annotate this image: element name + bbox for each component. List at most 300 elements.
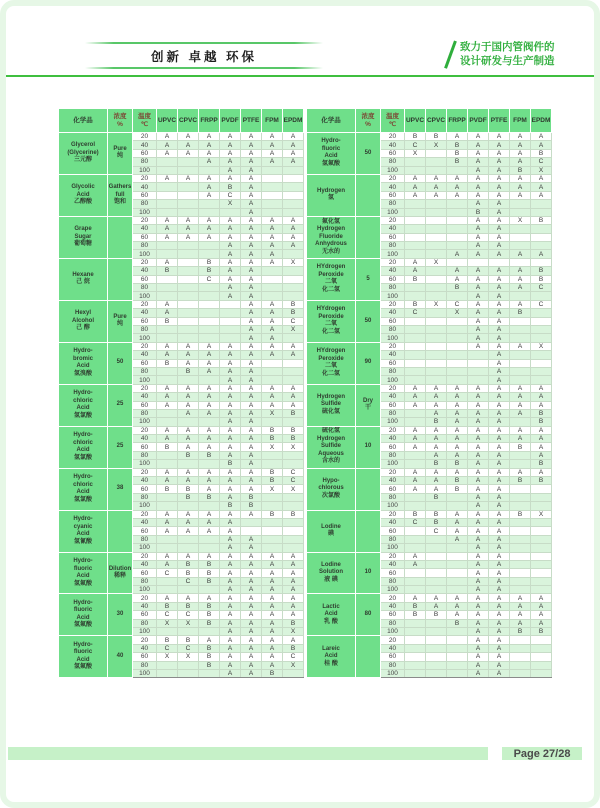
rating-cell: A bbox=[283, 216, 304, 224]
temperature-cell: 40 bbox=[133, 267, 157, 275]
temperature-cell: 80 bbox=[381, 200, 405, 208]
rating-cell bbox=[447, 569, 468, 577]
rating-cell: A bbox=[489, 518, 510, 526]
rating-cell: A bbox=[447, 535, 468, 543]
rating-cell: A bbox=[447, 443, 468, 451]
rating-cell: A bbox=[220, 367, 241, 375]
rating-cell: A bbox=[489, 309, 510, 317]
rating-cell: A bbox=[199, 351, 220, 359]
column-header: 化学品 bbox=[307, 109, 356, 133]
rating-cell: A bbox=[489, 141, 510, 149]
rating-cell: B bbox=[283, 300, 304, 308]
rating-cell: B bbox=[178, 485, 199, 493]
rating-cell: A bbox=[178, 133, 199, 141]
chemical-name-cell: 硫化氢 Hydrogen Sulfide Aqueous 含水的 bbox=[307, 426, 356, 468]
rating-cell bbox=[283, 451, 304, 459]
rating-cell: A bbox=[220, 158, 241, 166]
temperature-cell: 100 bbox=[133, 418, 157, 426]
rating-cell: A bbox=[468, 309, 489, 317]
rating-cell bbox=[426, 544, 447, 552]
rating-cell bbox=[220, 309, 241, 317]
rating-cell: A bbox=[157, 510, 178, 518]
rating-cell: A bbox=[468, 636, 489, 644]
temperature-cell: 80 bbox=[133, 577, 157, 585]
rating-cell bbox=[447, 317, 468, 325]
rating-cell: A bbox=[405, 258, 426, 266]
rating-cell: A bbox=[241, 367, 262, 375]
rating-cell bbox=[178, 258, 199, 266]
rating-cell: A bbox=[199, 552, 220, 560]
temperature-cell: 40 bbox=[133, 351, 157, 359]
rating-cell: A bbox=[283, 594, 304, 602]
rating-cell: A bbox=[468, 611, 489, 619]
rating-cell: A bbox=[157, 351, 178, 359]
rating-cell: A bbox=[220, 133, 241, 141]
rating-cell: A bbox=[468, 602, 489, 610]
rating-cell: A bbox=[447, 418, 468, 426]
rating-cell: B bbox=[220, 460, 241, 468]
rating-cell bbox=[447, 258, 468, 266]
rating-cell: A bbox=[426, 409, 447, 417]
rating-cell: A bbox=[283, 552, 304, 560]
rating-cell: A bbox=[283, 560, 304, 568]
chemical-name-cell: Hydro- bromic Acid 氢溴酸 bbox=[59, 342, 108, 384]
rating-cell bbox=[531, 560, 552, 568]
rating-cell: A bbox=[531, 602, 552, 610]
chemical-name-cell: Hydro- fluoric Acid 氢氟酸 bbox=[59, 636, 108, 678]
rating-cell: A bbox=[220, 527, 241, 535]
temperature-cell: 100 bbox=[381, 628, 405, 636]
rating-cell bbox=[199, 586, 220, 594]
concentration-cell: 40 bbox=[108, 636, 133, 678]
rating-cell: A bbox=[489, 485, 510, 493]
rating-cell: C bbox=[220, 191, 241, 199]
temperature-cell: 100 bbox=[381, 376, 405, 384]
table-row bbox=[59, 468, 304, 476]
rating-cell: C bbox=[178, 611, 199, 619]
rating-cell bbox=[510, 577, 531, 585]
temperature-cell: 80 bbox=[133, 409, 157, 417]
rating-cell bbox=[283, 174, 304, 182]
rating-cell: A bbox=[220, 544, 241, 552]
table-row bbox=[59, 342, 304, 350]
rating-cell: A bbox=[241, 191, 262, 199]
rating-cell bbox=[283, 292, 304, 300]
chemical-name-cell: Hydro- fluoric Acid 氢氟酸 bbox=[59, 594, 108, 636]
rating-cell bbox=[447, 225, 468, 233]
temperature-cell: 20 bbox=[381, 468, 405, 476]
rating-cell: A bbox=[178, 443, 199, 451]
concentration-cell: Pure 纯 bbox=[108, 133, 133, 175]
rating-cell: A bbox=[220, 384, 241, 392]
rating-cell bbox=[510, 653, 531, 661]
rating-cell bbox=[468, 376, 489, 384]
rating-cell: A bbox=[510, 158, 531, 166]
rating-cell: A bbox=[489, 208, 510, 216]
rating-cell bbox=[531, 535, 552, 543]
rating-cell: A bbox=[241, 334, 262, 342]
rating-cell: B bbox=[405, 510, 426, 518]
rating-cell: A bbox=[220, 594, 241, 602]
rating-cell bbox=[199, 208, 220, 216]
rating-cell: A bbox=[178, 359, 199, 367]
rating-cell bbox=[447, 586, 468, 594]
rating-cell: A bbox=[426, 602, 447, 610]
rating-cell: A bbox=[489, 174, 510, 182]
rating-cell bbox=[157, 670, 178, 678]
temperature-cell: 100 bbox=[133, 250, 157, 258]
rating-cell: A bbox=[426, 477, 447, 485]
rating-cell: A bbox=[220, 242, 241, 250]
rating-cell bbox=[447, 502, 468, 510]
rating-cell: A bbox=[157, 477, 178, 485]
table-row bbox=[307, 216, 552, 224]
rating-cell: A bbox=[220, 267, 241, 275]
rating-cell: A bbox=[510, 342, 531, 350]
temperature-cell: 40 bbox=[133, 560, 157, 568]
rating-cell: A bbox=[262, 644, 283, 652]
rating-cell bbox=[199, 376, 220, 384]
rating-cell: A bbox=[241, 149, 262, 157]
rating-cell: A bbox=[220, 552, 241, 560]
rating-cell: A bbox=[199, 158, 220, 166]
rating-cell: A bbox=[220, 216, 241, 224]
rating-cell: A bbox=[220, 628, 241, 636]
rating-cell: A bbox=[178, 594, 199, 602]
rating-cell bbox=[510, 460, 531, 468]
rating-cell: A bbox=[241, 644, 262, 652]
rating-cell bbox=[531, 309, 552, 317]
temperature-cell: 80 bbox=[133, 158, 157, 166]
temperature-cell: 100 bbox=[133, 376, 157, 384]
rating-cell: A bbox=[241, 435, 262, 443]
rating-cell: A bbox=[468, 409, 489, 417]
rating-cell bbox=[220, 317, 241, 325]
rating-cell bbox=[510, 351, 531, 359]
temperature-cell: 20 bbox=[133, 174, 157, 182]
temperature-cell: 40 bbox=[133, 141, 157, 149]
rating-cell: X bbox=[178, 619, 199, 627]
rating-cell: A bbox=[489, 351, 510, 359]
column-header: 温度 ℃ bbox=[133, 109, 157, 133]
concentration-cell: 38 bbox=[108, 468, 133, 510]
rating-cell: A bbox=[262, 653, 283, 661]
temperature-cell: 20 bbox=[133, 510, 157, 518]
rating-cell bbox=[262, 275, 283, 283]
rating-cell bbox=[262, 518, 283, 526]
rating-cell: A bbox=[447, 594, 468, 602]
temperature-cell: 40 bbox=[381, 560, 405, 568]
rating-cell: B bbox=[426, 418, 447, 426]
rating-cell: C bbox=[178, 577, 199, 585]
rating-cell: A bbox=[220, 225, 241, 233]
rating-cell: A bbox=[178, 468, 199, 476]
rating-cell bbox=[447, 334, 468, 342]
rating-cell: A bbox=[405, 183, 426, 191]
column-header: FRPP bbox=[199, 109, 220, 133]
rating-cell: A bbox=[262, 560, 283, 568]
temperature-cell: 100 bbox=[133, 586, 157, 594]
temperature-cell: 40 bbox=[133, 518, 157, 526]
rating-cell: A bbox=[468, 502, 489, 510]
rating-cell: B bbox=[157, 636, 178, 644]
rating-cell: A bbox=[220, 233, 241, 241]
column-header: 化学品 bbox=[59, 109, 108, 133]
rating-cell: A bbox=[199, 527, 220, 535]
rating-cell bbox=[426, 166, 447, 174]
rating-cell: A bbox=[468, 552, 489, 560]
rating-cell: X bbox=[531, 166, 552, 174]
rating-cell bbox=[178, 200, 199, 208]
column-header: CPVC bbox=[426, 109, 447, 133]
rating-cell: A bbox=[199, 393, 220, 401]
rating-cell: A bbox=[405, 594, 426, 602]
rating-cell bbox=[447, 166, 468, 174]
rating-cell: A bbox=[241, 443, 262, 451]
chemical-name-cell: HYdrogen Peroxide 二氧 化二氢 bbox=[307, 258, 356, 300]
rating-cell: A bbox=[531, 401, 552, 409]
rating-cell: A bbox=[447, 435, 468, 443]
rating-cell bbox=[157, 460, 178, 468]
chemical-name-cell: Lodine Solution 液 碘 bbox=[307, 552, 356, 594]
rating-cell: A bbox=[241, 468, 262, 476]
rating-cell: A bbox=[241, 426, 262, 434]
rating-cell: A bbox=[283, 384, 304, 392]
temperature-cell: 40 bbox=[133, 435, 157, 443]
rating-cell: A bbox=[447, 393, 468, 401]
rating-cell: A bbox=[157, 560, 178, 568]
concentration-cell: 25 bbox=[108, 426, 133, 468]
rating-cell: A bbox=[220, 258, 241, 266]
rating-cell: A bbox=[468, 468, 489, 476]
page-number: Page 27/28 bbox=[513, 747, 571, 760]
rating-cell: A bbox=[220, 653, 241, 661]
rating-cell bbox=[178, 183, 199, 191]
concentration-cell: 90 bbox=[356, 342, 381, 384]
rating-cell: C bbox=[426, 527, 447, 535]
temperature-cell: 60 bbox=[381, 401, 405, 409]
temperature-cell: 100 bbox=[381, 166, 405, 174]
rating-cell bbox=[510, 359, 531, 367]
rating-cell bbox=[157, 242, 178, 250]
rating-cell bbox=[262, 418, 283, 426]
table-row bbox=[307, 342, 552, 350]
rating-cell bbox=[405, 636, 426, 644]
rating-cell: A bbox=[489, 493, 510, 501]
rating-cell: A bbox=[220, 560, 241, 568]
rating-cell bbox=[510, 661, 531, 669]
rating-cell: A bbox=[220, 141, 241, 149]
rating-cell: A bbox=[241, 233, 262, 241]
chemical-name-cell: Hydro- fluoric Acid 氢氟酸 bbox=[59, 552, 108, 594]
rating-cell bbox=[157, 451, 178, 459]
rating-cell bbox=[426, 628, 447, 636]
rating-cell: B bbox=[199, 451, 220, 459]
concentration-cell bbox=[356, 510, 381, 552]
rating-cell: B bbox=[531, 216, 552, 224]
rating-cell: A bbox=[405, 426, 426, 434]
rating-cell bbox=[447, 342, 468, 350]
rating-cell: A bbox=[178, 518, 199, 526]
rating-cell: A bbox=[468, 250, 489, 258]
rating-cell: B bbox=[510, 443, 531, 451]
rating-cell: A bbox=[468, 426, 489, 434]
temperature-cell: 60 bbox=[381, 611, 405, 619]
temperature-cell: 20 bbox=[381, 174, 405, 182]
rating-cell bbox=[157, 418, 178, 426]
rating-cell bbox=[178, 284, 199, 292]
rating-cell: B bbox=[199, 577, 220, 585]
rating-cell bbox=[531, 636, 552, 644]
rating-cell: A bbox=[489, 636, 510, 644]
rating-cell bbox=[157, 325, 178, 333]
rating-cell: A bbox=[489, 569, 510, 577]
rating-cell: A bbox=[199, 174, 220, 182]
rating-cell bbox=[531, 502, 552, 510]
rating-cell: A bbox=[489, 401, 510, 409]
rating-cell bbox=[447, 325, 468, 333]
column-header: PTFE bbox=[489, 109, 510, 133]
temperature-cell: 60 bbox=[381, 317, 405, 325]
rating-cell bbox=[405, 619, 426, 627]
rating-cell: C bbox=[531, 284, 552, 292]
rating-cell bbox=[199, 242, 220, 250]
rating-cell: B bbox=[220, 502, 241, 510]
temperature-cell: 40 bbox=[133, 644, 157, 652]
rating-cell: A bbox=[468, 670, 489, 678]
temperature-cell: 80 bbox=[133, 284, 157, 292]
table-row bbox=[307, 300, 552, 308]
rating-cell: A bbox=[220, 174, 241, 182]
rating-cell: A bbox=[468, 577, 489, 585]
rating-cell: A bbox=[510, 393, 531, 401]
rating-cell: B bbox=[262, 670, 283, 678]
temperature-cell: 100 bbox=[381, 670, 405, 678]
rating-cell: A bbox=[405, 560, 426, 568]
concentration-cell bbox=[356, 174, 381, 216]
rating-cell: A bbox=[220, 569, 241, 577]
rating-cell: A bbox=[241, 309, 262, 317]
rating-cell bbox=[405, 460, 426, 468]
temperature-cell: 40 bbox=[381, 183, 405, 191]
rating-cell bbox=[157, 535, 178, 543]
rating-cell: B bbox=[199, 267, 220, 275]
chemical-name-cell: Hydrogen Sulfide 硫化氢 bbox=[307, 384, 356, 426]
rating-cell: B bbox=[426, 611, 447, 619]
rating-cell: A bbox=[489, 325, 510, 333]
rating-cell: A bbox=[489, 284, 510, 292]
rating-cell: A bbox=[468, 225, 489, 233]
rating-cell bbox=[405, 586, 426, 594]
rating-cell: X bbox=[262, 443, 283, 451]
rating-cell bbox=[426, 309, 447, 317]
rating-cell: A bbox=[241, 670, 262, 678]
rating-cell: A bbox=[199, 426, 220, 434]
rating-cell: A bbox=[241, 628, 262, 636]
temperature-cell: 80 bbox=[133, 535, 157, 543]
rating-cell bbox=[447, 653, 468, 661]
rating-cell: A bbox=[157, 552, 178, 560]
rating-cell bbox=[178, 292, 199, 300]
rating-cell bbox=[178, 418, 199, 426]
rating-cell bbox=[405, 250, 426, 258]
rating-cell: B bbox=[447, 141, 468, 149]
rating-cell bbox=[531, 586, 552, 594]
column-header: CPVC bbox=[178, 109, 199, 133]
rating-cell: A bbox=[283, 636, 304, 644]
rating-cell bbox=[426, 367, 447, 375]
temperature-cell: 80 bbox=[381, 325, 405, 333]
rating-cell: A bbox=[468, 535, 489, 543]
rating-cell bbox=[510, 485, 531, 493]
rating-cell: A bbox=[199, 367, 220, 375]
temperature-cell: 100 bbox=[381, 502, 405, 510]
rating-cell: A bbox=[447, 174, 468, 182]
rating-cell: A bbox=[178, 141, 199, 149]
rating-cell: A bbox=[241, 594, 262, 602]
rating-cell: A bbox=[262, 216, 283, 224]
rating-cell: A bbox=[199, 518, 220, 526]
rating-cell: B bbox=[426, 510, 447, 518]
rating-cell: A bbox=[510, 300, 531, 308]
rating-cell: C bbox=[157, 644, 178, 652]
rating-cell: B bbox=[510, 309, 531, 317]
rating-cell bbox=[510, 586, 531, 594]
temperature-cell: 60 bbox=[381, 359, 405, 367]
rating-cell bbox=[510, 242, 531, 250]
concentration-cell bbox=[108, 258, 133, 300]
temperature-cell: 20 bbox=[381, 636, 405, 644]
rating-cell bbox=[199, 284, 220, 292]
rating-cell: A bbox=[262, 636, 283, 644]
temperature-cell: 60 bbox=[133, 653, 157, 661]
rating-cell: A bbox=[220, 644, 241, 652]
temperature-cell: 60 bbox=[133, 191, 157, 199]
temperature-cell: 40 bbox=[381, 644, 405, 652]
rating-cell: A bbox=[489, 670, 510, 678]
rating-cell: A bbox=[447, 183, 468, 191]
rating-cell: A bbox=[283, 401, 304, 409]
rating-cell: A bbox=[262, 594, 283, 602]
rating-cell: A bbox=[262, 401, 283, 409]
rating-cell bbox=[468, 258, 489, 266]
rating-cell: A bbox=[178, 216, 199, 224]
rating-cell bbox=[426, 351, 447, 359]
temperature-cell: 20 bbox=[133, 258, 157, 266]
rating-cell bbox=[283, 334, 304, 342]
table-row bbox=[307, 384, 552, 392]
rating-cell: A bbox=[489, 242, 510, 250]
table-row bbox=[59, 552, 304, 560]
rating-cell bbox=[531, 493, 552, 501]
rating-cell: A bbox=[489, 158, 510, 166]
rating-cell: A bbox=[447, 401, 468, 409]
rating-cell: B bbox=[199, 258, 220, 266]
column-header: 浓度 % bbox=[356, 109, 381, 133]
temperature-cell: 80 bbox=[133, 493, 157, 501]
rating-cell: A bbox=[220, 535, 241, 543]
temperature-cell: 80 bbox=[381, 242, 405, 250]
rating-cell: A bbox=[489, 628, 510, 636]
temperature-cell: 80 bbox=[381, 619, 405, 627]
rating-cell: A bbox=[220, 619, 241, 627]
temperature-cell: 100 bbox=[381, 586, 405, 594]
temperature-cell: 40 bbox=[133, 602, 157, 610]
rating-cell: A bbox=[283, 602, 304, 610]
rating-cell: A bbox=[241, 485, 262, 493]
concentration-cell: 30 bbox=[108, 594, 133, 636]
footer-page-bar bbox=[502, 747, 582, 760]
